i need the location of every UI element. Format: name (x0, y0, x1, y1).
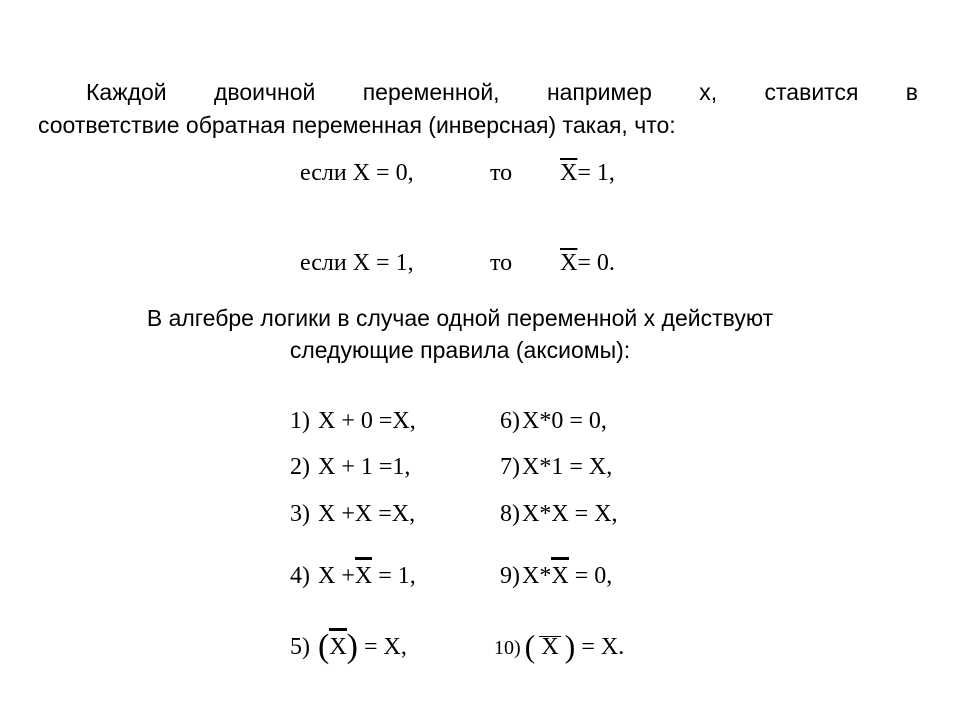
axiom-2 (290, 454, 410, 481)
axiom-number: 7) (500, 454, 520, 480)
axiom-formula: X + 1 =1, (318, 454, 411, 480)
intro-word: Каждой (86, 79, 167, 105)
definition-condition: если X = 0, (300, 160, 414, 186)
axiom-formula-pre: X + (318, 563, 355, 589)
axiom-formula-post: = 1, (372, 563, 416, 589)
intro-word: ставится (764, 79, 859, 105)
axiom-3 (290, 501, 415, 528)
axiom-number: 5) (290, 634, 310, 660)
axiom-formula-post: = X, (358, 634, 407, 660)
intro-word: переменной, (362, 79, 500, 105)
inverted-x: X (355, 557, 372, 588)
definition-then: то (490, 250, 513, 276)
inverted-x: X (329, 628, 346, 659)
intro-word: х, (699, 79, 718, 105)
open-paren: ( (524, 628, 536, 664)
axiom-9 (500, 557, 612, 590)
axiom-number: 10) (494, 637, 521, 659)
definition-result: = 0. (577, 250, 615, 276)
intro-line-1 (38, 76, 918, 109)
definition-then: то (490, 160, 513, 186)
open-paren: ( (318, 628, 330, 665)
inverted-x: $\overline{X}$ (560, 160, 578, 186)
axiom-1 (290, 408, 416, 435)
axiom-number: 1) (290, 408, 310, 434)
inverted-x: X (541, 634, 559, 660)
axiom-formula-pre: X* (522, 563, 552, 589)
axiom-formula-post: = X. (575, 634, 625, 660)
axiom-number: 9) (500, 563, 520, 589)
inverted-x: $\overline{X}$ (560, 250, 578, 276)
close-paren: ) (564, 628, 576, 664)
definition-condition: если X = 1, (300, 250, 414, 276)
intro-word: двоичной (214, 79, 316, 105)
close-paren: ) (346, 628, 358, 665)
axiom-4 (290, 557, 416, 590)
intro-word: например (546, 79, 652, 105)
axiom-number: 6) (500, 408, 520, 434)
rules-heading (80, 302, 840, 366)
axiom-formula: X*X = X, (522, 501, 618, 527)
definition-result: = 1, (577, 160, 615, 186)
axiom-number: 2) (290, 454, 310, 480)
axiom-5 (290, 628, 407, 666)
axiom-6 (500, 408, 607, 435)
axiom-10 (494, 628, 624, 665)
intro-line-2: соответствие обратная переменная (инверсная) такая, что: (38, 112, 676, 138)
inverted-x: X (551, 557, 568, 588)
axiom-7 (500, 454, 612, 481)
axiom-formula-post: = 0, (568, 563, 613, 589)
definition-1 (300, 160, 615, 187)
axiom-formula: X*0 = 0, (522, 408, 607, 434)
axiom-formula: X +X =X, (318, 501, 416, 527)
axiom-number: 4) (290, 563, 310, 589)
intro-paragraph (38, 76, 918, 142)
axiom-formula: X*1 = X, (522, 454, 613, 480)
axiom-8 (500, 501, 618, 528)
definition-2 (300, 250, 615, 277)
intro-word: в (905, 79, 918, 105)
axiom-number: 8) (500, 501, 520, 527)
rules-heading-line-1: В алгебре логики в случае одной переменной х действуют (146, 305, 774, 331)
rules-heading-line-2: следующие правила (аксиомы): (289, 337, 631, 363)
axiom-formula: X + 0 =X, (318, 408, 416, 434)
axiom-number: 3) (290, 501, 310, 527)
